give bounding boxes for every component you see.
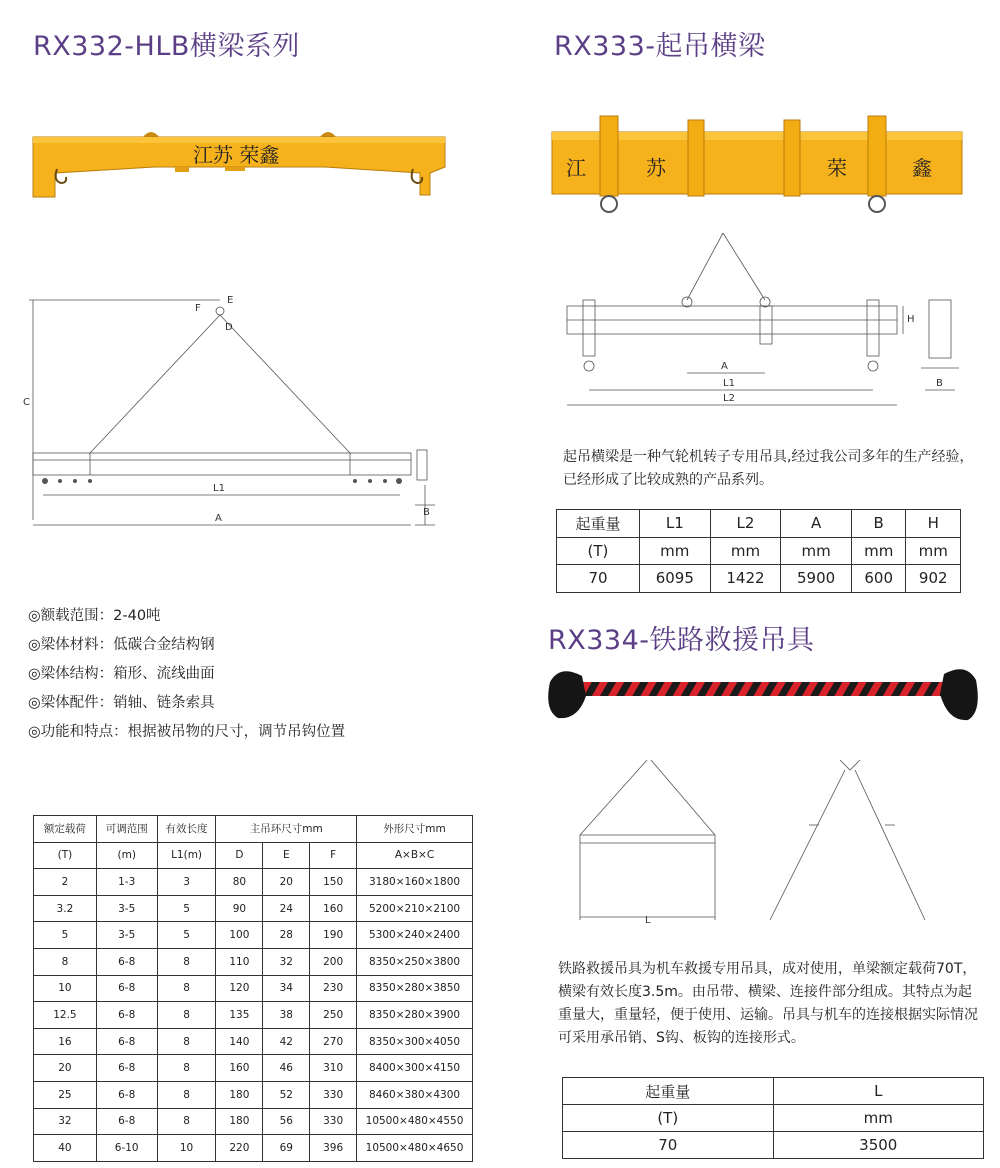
table-cell: 20 xyxy=(34,1055,97,1082)
feature-item: ◎梁体结构：箱形、流线曲面 xyxy=(28,666,215,682)
table-cell: mm xyxy=(906,537,961,565)
table-cell: 12.5 xyxy=(34,1002,97,1029)
unit-cell: (m) xyxy=(96,842,157,869)
table-cell: 6-8 xyxy=(96,1081,157,1108)
table-row xyxy=(34,1028,473,1055)
table-cell: 16 xyxy=(34,1028,97,1055)
label-b: B xyxy=(936,378,943,389)
table-cell: 25 xyxy=(34,1081,97,1108)
label-a: A xyxy=(721,361,728,372)
table-row xyxy=(34,1002,473,1029)
table-row xyxy=(563,1132,984,1159)
rx332-spec-table xyxy=(33,815,473,1162)
table-cell: mm xyxy=(851,537,906,565)
table-cell: 6-8 xyxy=(96,1028,157,1055)
label-e: E xyxy=(227,295,234,306)
table-row xyxy=(34,975,473,1002)
table-cell: (T) xyxy=(557,537,640,565)
rx333-title: RX333-起吊横梁 xyxy=(554,31,766,62)
table-cell: 8 xyxy=(34,948,97,975)
table-cell: 140 xyxy=(216,1028,263,1055)
table-cell: L2 xyxy=(710,510,781,538)
table-cell: 10 xyxy=(34,975,97,1002)
table-cell: 34 xyxy=(263,975,310,1002)
label-l: L xyxy=(645,915,651,926)
table-cell: 5300×240×2400 xyxy=(357,922,473,949)
table-cell: 3-5 xyxy=(96,922,157,949)
table-cell: L1 xyxy=(639,510,710,538)
table-cell: 8350×280×3900 xyxy=(357,1002,473,1029)
label-h: H xyxy=(907,314,915,325)
table-cell: B xyxy=(851,510,906,538)
rx333-beam-char: 江 xyxy=(566,156,586,180)
table-cell: 8 xyxy=(157,948,216,975)
table-row xyxy=(34,1108,473,1135)
table-cell: 120 xyxy=(216,975,263,1002)
table-cell: 180 xyxy=(216,1081,263,1108)
feature-item: ◎功能和特点：根据被吊物的尺寸，调节吊钩位置 xyxy=(28,724,346,740)
table-cell: 3.2 xyxy=(34,895,97,922)
rx332-title: RX332-HLB横梁系列 xyxy=(33,31,300,62)
table-cell: mm xyxy=(773,1105,984,1132)
table-cell: H xyxy=(906,510,961,538)
rx334-diagram xyxy=(565,755,965,930)
table-cell: 190 xyxy=(310,922,357,949)
unit-cell: A×B×C xyxy=(357,842,473,869)
table-cell: 230 xyxy=(310,975,357,1002)
table-cell: A xyxy=(781,510,852,538)
table-row xyxy=(557,565,961,593)
table-row xyxy=(557,510,961,538)
table-cell: 10500×480×4650 xyxy=(357,1135,473,1162)
table-cell: 20 xyxy=(263,869,310,896)
table-cell: 5 xyxy=(157,922,216,949)
table-cell: 46 xyxy=(263,1055,310,1082)
col-header: 可调范围 xyxy=(96,816,157,843)
rx332-diagram xyxy=(15,285,455,530)
table-cell: 10 xyxy=(157,1135,216,1162)
table-cell: 56 xyxy=(263,1108,310,1135)
unit-cell: E xyxy=(263,842,310,869)
table-cell: 8 xyxy=(157,1028,216,1055)
rx334-description: 铁路救援吊具为机车救援专用吊具，成对使用，单梁额定载荷70T，横梁有效长度3.5m。由吊带、横梁、连接件部分组成。其特点为起重量大，重量轻，便于使用、运输。吊具与机车的连接根据实际情况可采用承吊销、S钩、板钩的连接形式。 xyxy=(558,961,978,1046)
table-header-row xyxy=(34,816,473,843)
table-cell: 1-3 xyxy=(96,869,157,896)
table-cell: 2 xyxy=(34,869,97,896)
table-cell: 70 xyxy=(557,565,640,593)
table-cell: 6-8 xyxy=(96,975,157,1002)
table-row xyxy=(34,895,473,922)
table-cell: 8350×280×3850 xyxy=(357,975,473,1002)
table-row xyxy=(563,1078,984,1105)
table-header-row xyxy=(34,842,473,869)
table-cell: 8350×250×3800 xyxy=(357,948,473,975)
col-header: 主吊环尺寸mm xyxy=(216,816,357,843)
table-cell: 5200×210×2100 xyxy=(357,895,473,922)
table-cell: 160 xyxy=(310,895,357,922)
table-cell: 180 xyxy=(216,1108,263,1135)
unit-cell: F xyxy=(310,842,357,869)
label-f: F xyxy=(195,303,201,314)
label-b: B xyxy=(423,507,430,518)
rx333-beam-char: 苏 xyxy=(646,156,666,180)
rx333-description: 起吊横梁是一种气轮机转子专用吊具,经过我公司多年的生产经验，已经形成了比较成熟的产品系列。 xyxy=(563,449,974,488)
table-cell: 310 xyxy=(310,1055,357,1082)
table-cell: 8460×380×4300 xyxy=(357,1081,473,1108)
table-cell: 250 xyxy=(310,1002,357,1029)
table-cell: 220 xyxy=(216,1135,263,1162)
table-cell: 70 xyxy=(563,1132,774,1159)
table-cell: 5900 xyxy=(781,565,852,593)
table-cell: 100 xyxy=(216,922,263,949)
table-cell: 5 xyxy=(157,895,216,922)
unit-cell: (T) xyxy=(34,842,97,869)
table-cell: 3 xyxy=(157,869,216,896)
table-cell: 起重量 xyxy=(557,510,640,538)
label-l1: L1 xyxy=(723,378,735,389)
table-cell: 330 xyxy=(310,1108,357,1135)
table-cell: 8350×300×4050 xyxy=(357,1028,473,1055)
table-cell: 69 xyxy=(263,1135,310,1162)
table-cell: 32 xyxy=(34,1108,97,1135)
table-row xyxy=(34,1135,473,1162)
rx333-beam-photo xyxy=(550,110,970,215)
table-cell: 150 xyxy=(310,869,357,896)
table-cell: 5 xyxy=(34,922,97,949)
table-cell: 8 xyxy=(157,1108,216,1135)
table-cell: 6-8 xyxy=(96,1002,157,1029)
label-c: C xyxy=(23,397,30,408)
rx333-spec-table xyxy=(556,509,961,593)
table-row xyxy=(557,537,961,565)
table-cell: 6-8 xyxy=(96,1108,157,1135)
table-cell: 200 xyxy=(310,948,357,975)
label-l2: L2 xyxy=(723,393,735,404)
table-cell: 110 xyxy=(216,948,263,975)
table-cell: 90 xyxy=(216,895,263,922)
table-cell: 52 xyxy=(263,1081,310,1108)
rx332-beam-label: 江苏 荣鑫 xyxy=(193,143,280,167)
table-cell: mm xyxy=(639,537,710,565)
rx334-title: RX334-铁路救援吊具 xyxy=(548,625,815,656)
rx334-bar-photo xyxy=(548,660,978,730)
table-cell: 6-8 xyxy=(96,948,157,975)
table-cell: 902 xyxy=(906,565,961,593)
feature-item: ◎梁体材料：低碳合金结构钢 xyxy=(28,637,215,653)
table-cell: 8400×300×4150 xyxy=(357,1055,473,1082)
table-row xyxy=(34,948,473,975)
rx332-features xyxy=(28,602,345,747)
rx334-spec-table xyxy=(562,1077,984,1159)
table-cell: 396 xyxy=(310,1135,357,1162)
table-cell: 38 xyxy=(263,1002,310,1029)
rx333-beam-char: 鑫 xyxy=(912,156,932,180)
table-cell: 8 xyxy=(157,975,216,1002)
col-header: 有效长度 xyxy=(157,816,216,843)
table-cell: mm xyxy=(781,537,852,565)
table-cell: 270 xyxy=(310,1028,357,1055)
table-cell: 42 xyxy=(263,1028,310,1055)
table-cell: 6095 xyxy=(639,565,710,593)
table-cell: 8 xyxy=(157,1002,216,1029)
col-header: 额定载荷 xyxy=(34,816,97,843)
table-cell: 160 xyxy=(216,1055,263,1082)
table-row xyxy=(34,1055,473,1082)
table-cell: 起重量 xyxy=(563,1078,774,1105)
table-cell: 6-8 xyxy=(96,1055,157,1082)
table-cell: 1422 xyxy=(710,565,781,593)
table-cell: 8 xyxy=(157,1081,216,1108)
feature-item: ◎额载范围：2-40吨 xyxy=(28,608,161,624)
table-cell: L xyxy=(773,1078,984,1105)
table-cell: 135 xyxy=(216,1002,263,1029)
table-cell: 80 xyxy=(216,869,263,896)
table-row xyxy=(34,922,473,949)
table-cell: 3500 xyxy=(773,1132,984,1159)
rx332-beam-photo xyxy=(25,125,455,205)
unit-cell: L1(m) xyxy=(157,842,216,869)
feature-item: ◎梁体配件：销轴、链条索具 xyxy=(28,695,215,711)
table-cell: 32 xyxy=(263,948,310,975)
rx333-diagram xyxy=(555,228,975,413)
table-row xyxy=(34,869,473,896)
label-a: A xyxy=(215,513,222,524)
unit-cell: D xyxy=(216,842,263,869)
table-cell: (T) xyxy=(563,1105,774,1132)
table-cell: 3-5 xyxy=(96,895,157,922)
table-cell: 3180×160×1800 xyxy=(357,869,473,896)
table-cell: 600 xyxy=(851,565,906,593)
table-cell: 10500×480×4550 xyxy=(357,1108,473,1135)
table-row xyxy=(563,1105,984,1132)
col-header: 外形尺寸mm xyxy=(357,816,473,843)
table-cell: mm xyxy=(710,537,781,565)
table-row xyxy=(34,1081,473,1108)
table-cell: 8 xyxy=(157,1055,216,1082)
table-cell: 6-10 xyxy=(96,1135,157,1162)
label-d: D xyxy=(225,322,233,333)
rx333-beam-char: 荣 xyxy=(827,156,847,180)
table-cell: 330 xyxy=(310,1081,357,1108)
table-cell: 24 xyxy=(263,895,310,922)
table-cell: 28 xyxy=(263,922,310,949)
label-l1: L1 xyxy=(213,483,225,494)
table-cell: 40 xyxy=(34,1135,97,1162)
